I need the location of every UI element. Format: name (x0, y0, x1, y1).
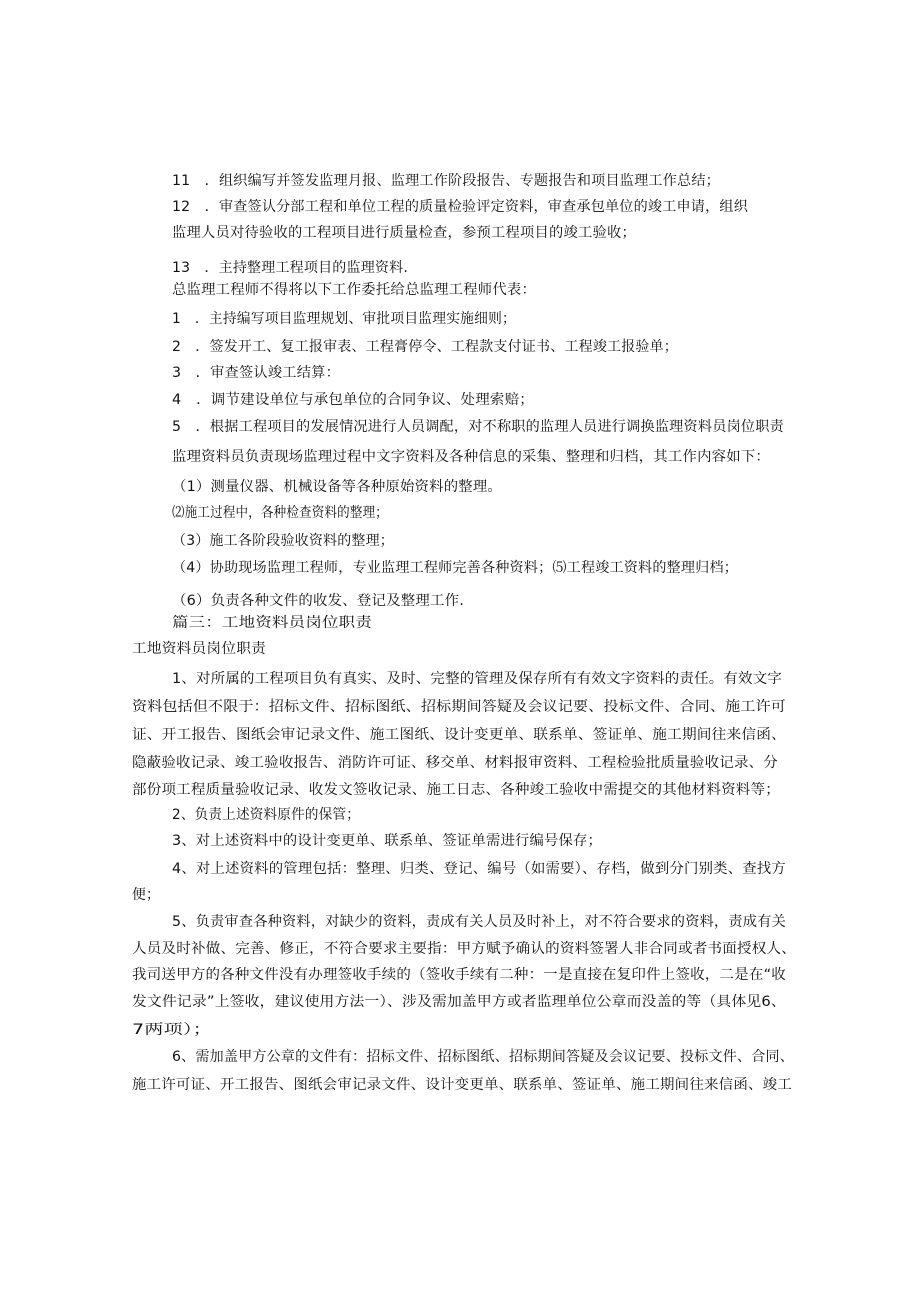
text-line: （4）协助现场监理工程师，专业监理工程师完善各种资料；⑸工程竣工资料的整理归档； (172, 560, 738, 576)
text-line: 监理资料员负责现场监理过程中文字资料及各种信息的采集、整理和归档，其工作内容如下： (172, 449, 770, 465)
text-line: 证、开工报告、图纸会审记录文件、施工图纸、设计变更单、联系单、签证单、施工期间往来信函、 (132, 727, 787, 743)
text-line: ⑵施工过程中，各种检查资料的整理； (172, 505, 388, 521)
text-line: 资料包括但不限于：招标文件、招标图纸、招标期间答疑及会议记要、投标文件、合同、施工许可 (132, 699, 786, 715)
text-line: 1、对所属的工程项目负有真实、及时、完整的管理及保存所有有效文字资料的责任。有效文字 (172, 671, 782, 687)
text-line: 施工许可证、开工报告、图纸会审记录文件、设计变更单、联系单、签证单、施工期间往来信函、竣工 (132, 1077, 792, 1093)
text-line: 2、负责上述资料原件的保管； (172, 807, 360, 823)
text-line: 12 ．审查签认分部工程和单位工程的质量检验评定资料，审查承包单位的竣工申请，组织 (172, 199, 748, 215)
text-line: 13 ．主持整理工程项目的监理资料. (172, 260, 408, 276)
text-line: 2 ．签发开工、复工报审表、工程膏停令、工程款支付证书、工程竣工报验单； (172, 339, 678, 355)
text-line: 便； (132, 887, 160, 903)
text-line: 隐蔽验收记录、竣工验收报告、消防许可证、移交单、材料报审资料、工程检验批质量验收记录、分 (132, 755, 778, 771)
text-line: （1）测量仪器、机械设备等各种原始资料的整理。 (172, 479, 502, 495)
text-line: 监理人员对待验收的工程项目进行质量检查，参预工程项目的竣工验收； (172, 225, 636, 241)
text-line: 发文件记录”上签收，建议使用方法一）、涉及需加盖甲方或者监理单位公章而没盖的等（具体见6、 (132, 994, 786, 1010)
section-title: 工地资料员岗位职责 (132, 641, 266, 657)
text-line: 7两项）； (132, 1022, 212, 1038)
text-line: 11 ．组织编写并签发监理月报、监理工作阶段报告、专题报告和项目监理工作总结； (172, 173, 720, 189)
text-line: 3、对上述资料中的设计变更单、联系单、签证单需进行编号保存； (172, 833, 602, 849)
text-line: 人员及时补做、完善、修正，不符合要求主要指：甲方赋予确认的资料签署人非合同或者书面授权人、 (132, 941, 796, 957)
text-line: 总监理工程师不得将以下工作委托给总监理工程师代表： (172, 282, 536, 298)
section-heading: 篇三：工地资料员岗位职责 (172, 615, 372, 631)
text-line: 5、负责审查各种资料，对缺少的资料，责成有关人员及时补上，对不符合要求的资料，责成有关 (172, 914, 786, 930)
text-line: 4、对上述资料的管理包括：整理、归类、登记、编号（如需要）、存档，做到分门别类、查找方 (172, 861, 786, 877)
text-line: 我司送甲方的各种文件没有办理签收手续的（签收手续有二种：一是直接在复印件上签收，二是在“收 (132, 967, 786, 983)
text-line: （6）负责各种文件的收发、登记及整理工作. (172, 593, 464, 609)
text-line: 4 ．调节建设单位与承包单位的合同争议、处理索赔； (172, 392, 534, 408)
text-line: 部份项工程质量验收记录、收发文签收记录、施工日志、各种竣工验收中需提交的其他材料资料等； (132, 782, 780, 798)
text-line: 3 ．审查签认竣工结算： (172, 365, 340, 381)
text-line: 6、需加盖甲方公章的文件有：招标文件、招标图纸、招标期间答疑及会议记要、投标文件、合同、 (172, 1049, 794, 1065)
text-line: 1 ．主持编写项目监理规划、审批项目监理实施细则； (172, 311, 516, 327)
text-line: （3）施工各阶段验收资料的整理； (172, 533, 394, 549)
text-line: 5 ．根据工程项目的发展情况进行人员调配，对不称职的监理人员进行调换监理资料员岗位职责 (172, 419, 784, 435)
